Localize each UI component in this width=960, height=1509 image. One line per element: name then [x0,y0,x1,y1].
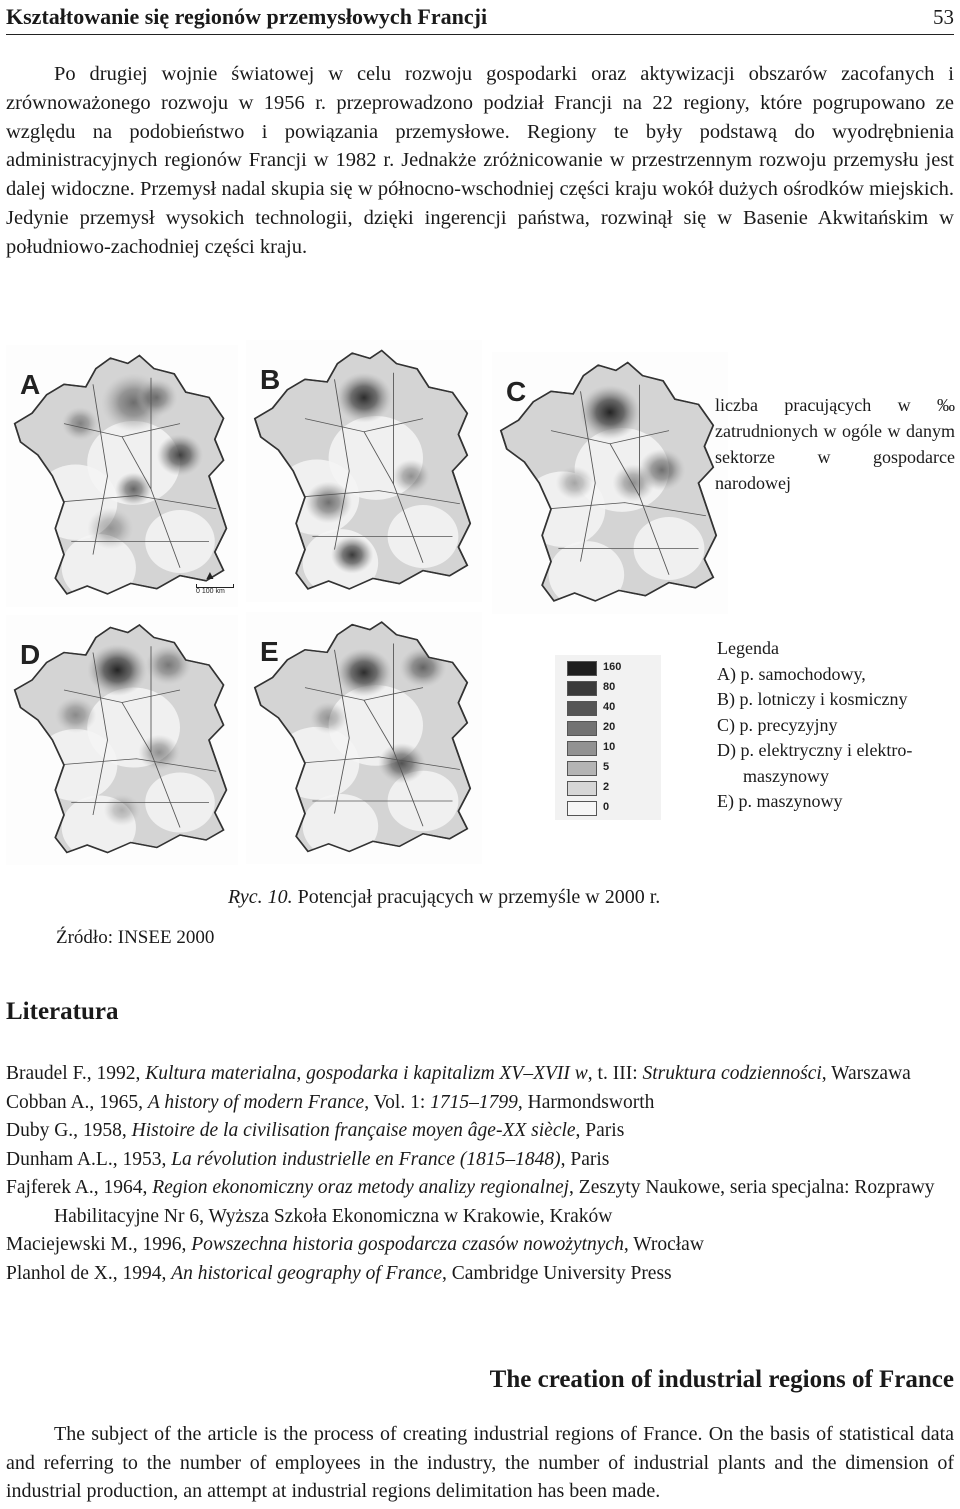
scale-swatch-label: 20 [603,721,616,733]
running-header [6,0,954,35]
map-letter: E [260,636,279,667]
reference-item [6,1060,952,1089]
scale-swatch-label: 160 [603,661,622,673]
reference-title: Region ekonomiczny oraz metody analizy regionalnej [152,1177,570,1198]
reference-item [6,1089,952,1118]
scale-swatch [567,801,597,816]
reference-text: , t. III: [587,1063,643,1084]
legend-item-d: D) p. elektryczny i elektro- [717,740,913,760]
legend [717,636,912,815]
scale-swatch [567,681,597,696]
scale-swatch-label: 2 [603,781,610,793]
map-letter: B [260,364,281,395]
scale-bar [196,568,234,595]
map-e [246,612,482,864]
reference-list [6,1060,952,1288]
figure-source: Źródło: INSEE 2000 [56,927,215,948]
abstract-block [6,1420,954,1506]
abstract-text: The subject of the article is the process of creating industrial regions of France. On the basis of statistical data and referring to the number of employees in the industry, the number of industrial plants and the dimension of industrial production, an attempt at industrial regions delimitation has been made. [6,1423,954,1502]
scale-swatch [567,701,597,716]
intro-paragraph: Po drugiej wojnie światowej w celu rozwoju gospodarki oraz aktywizacji obszarów zacofanych i zrównoważonego rozwoju w 1956 r. przeprowadzono podział Francji na 22 regiony, które pogrupowano ze względu na podobieństwo i powiązania przemysłowe. Regiony te były podstawą do wyodrębnienia administracyjnych regionów Francji w 1982 r. Jednakże zróżnicowanie w przestrzennym rozwoju przemysłu jest dalej widoczne. Przemysł nadal skupia się w północno-wschodniej części kraju wokół dużych ośrodków miejskich. Jedynie przemysł wysokich technologii, dzięki ingerencji państwa, rozwinął się w Basenie Akwitańskim w południowo-zachodniej części kraju. [6,63,954,258]
legend-item-a: A) p. samochodowy, [717,663,866,684]
scale-bar-label: 0 100 km [196,588,225,595]
france-map [492,352,728,614]
scale-swatch-label: 80 [603,681,616,693]
map-c [492,352,728,614]
reference-title: Histoire de la civilisation française moyen âge-XX siècle [131,1120,576,1141]
reference-text: , Zeszyty Naukowe, seria specjalna: Rozprawy Habilitacyjne Nr 6, Wyższa Szkoła Ekonomiczna w Krakowie, Kraków [54,1177,935,1227]
scale-swatch [567,741,597,756]
reference-title: A history of modern France [147,1091,365,1113]
reference-text: , Warszawa [821,1063,911,1084]
map-letter: A [20,369,41,400]
reference-text: Fajferek A., 1964, [6,1177,153,1198]
legend-item-c: C) p. precyzyjny [717,714,838,735]
reference-title: Powszechna historia gospodarcza czasów nowożytnych [191,1234,624,1255]
legend-item-e: E) p. maszynowy [717,791,843,811]
scale-swatch [567,661,597,676]
value-scale-legend [555,655,661,820]
scale-swatch-label: 10 [603,741,616,753]
scale-swatch-label: 5 [603,761,610,773]
reference-item [6,1146,952,1175]
france-map [6,615,238,865]
reference-item [6,1260,952,1289]
reference-text: , Vol. 1: [364,1091,431,1113]
figure-caption-text: Potencjał pracujących w przemyśle w 2000 r. [292,886,661,908]
scale-swatch [567,761,597,776]
figure-note: liczba pracujących w ‰ zatrudnionych w ogóle w danym sektorze w gospodarce narodowej [715,395,955,493]
running-title: Kształtowanie się regionów przemysłowych Francji [6,4,488,29]
reference-text: Cobban A., 1965, [6,1091,148,1113]
reference-text: , Cambridge University Press [442,1262,672,1284]
reference-title: La révolution industrielle en France (1815–1848) [171,1148,561,1170]
reference-text: Planhol de X., 1994, [6,1262,172,1284]
reference-title: Kultura materialna, gospodarka i kapitalizm XV–XVII w [145,1063,588,1084]
reference-item [6,1174,952,1231]
map-d [6,615,238,865]
figure-caption [228,886,660,909]
reference-text: Maciejewski M., 1996, [6,1234,192,1255]
reference-title: Struktura codzienności [642,1063,822,1084]
reference-text: , Harmondsworth [517,1091,655,1113]
france-map [246,340,482,602]
north-arrow-icon: ▲ [204,568,216,582]
page-number: 53 [933,4,954,29]
scale-swatch-label: 0 [603,801,610,813]
scale-swatch [567,781,597,796]
reference-text: Braudel F., 1992, [6,1063,146,1084]
reference-text: , Wrocław [623,1234,704,1255]
legend-item-d-cont: maszynowy [743,765,829,786]
map-letter: D [20,639,41,670]
reference-item [6,1231,952,1260]
reference-item [6,1117,952,1146]
english-title: The creation of industrial regions of France [489,1366,954,1393]
scale-swatch-label: 40 [603,701,616,713]
legend-item-b: B) p. lotniczy i kosmiczny [717,689,908,709]
scale-swatch [567,721,597,736]
figure-caption-number: Ryc. 10. [228,886,293,908]
reference-title: 1715–1799 [430,1091,518,1113]
reference-text: Dunham A.L., 1953, [6,1148,172,1170]
literature-heading: Literatura [6,998,119,1025]
reference-title: An historical geography of France [171,1262,442,1284]
reference-text: Duby G., 1958, [6,1120,132,1141]
map-letter: C [506,376,527,407]
map-b [246,340,482,602]
reference-text: , Paris [560,1148,610,1170]
reference-text: , Paris [575,1120,625,1141]
legend-heading: Legenda [717,638,779,658]
france-map [246,612,482,864]
intro-paragraph-block [6,60,954,262]
